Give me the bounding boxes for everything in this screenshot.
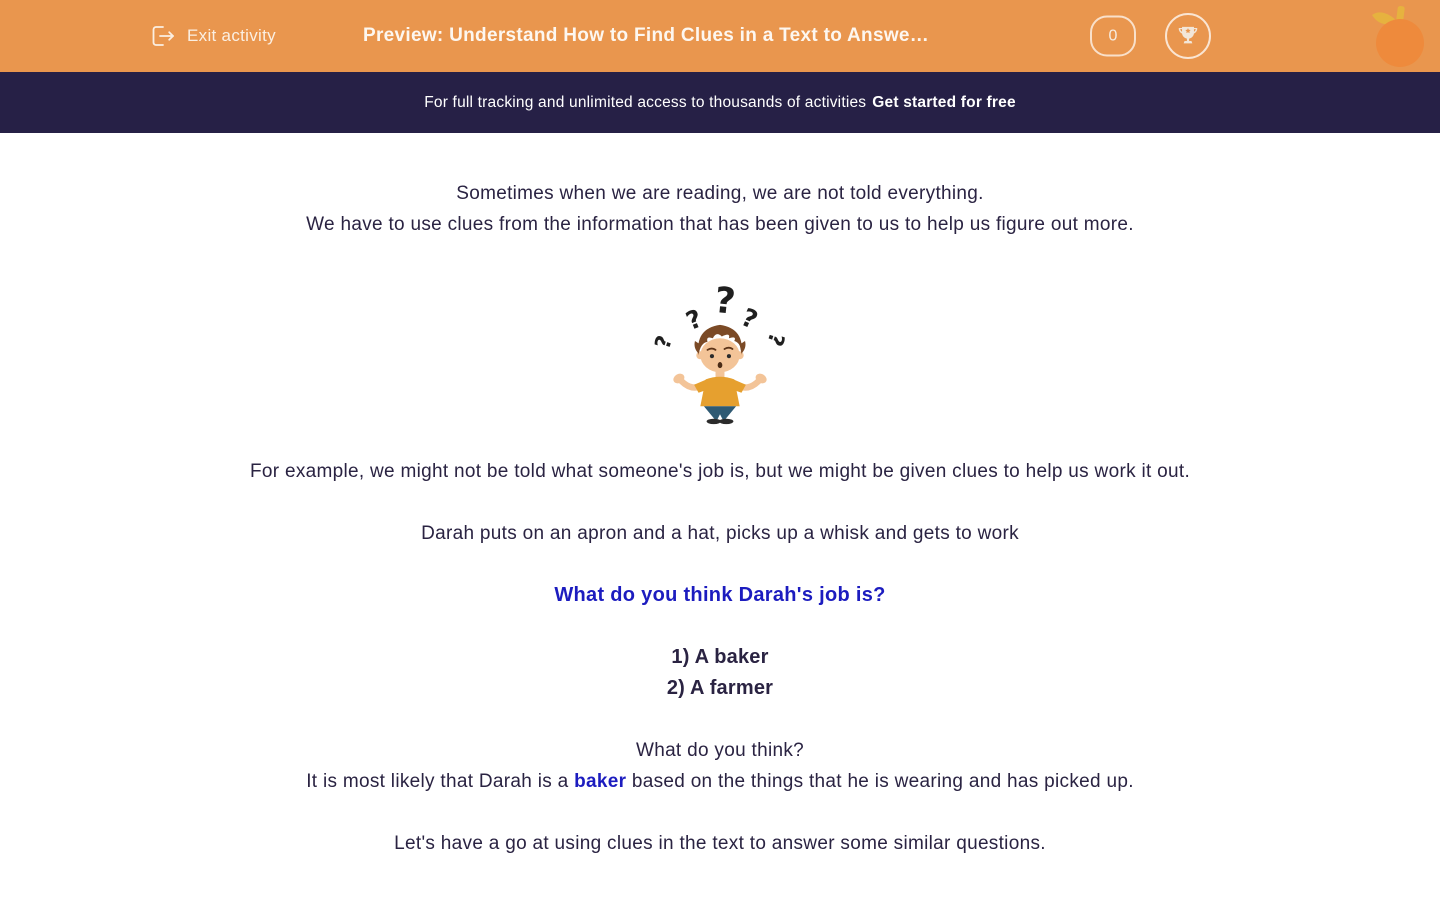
intro-text	[130, 178, 1310, 240]
exit-activity-button[interactable]	[150, 24, 276, 48]
clue-sentence: Darah puts on an apron and a hat, picks up a whisk and gets to work	[421, 523, 1019, 544]
answer-sentence	[130, 766, 1310, 797]
activity-content	[130, 133, 1310, 859]
question-text: What do you think Darah's job is?	[554, 584, 886, 606]
promo-banner	[0, 72, 1440, 133]
svg-text:?: ?	[761, 329, 790, 350]
svg-text:?: ?	[681, 303, 707, 336]
svg-text:?: ?	[650, 332, 679, 353]
score-counter[interactable]	[1090, 16, 1136, 57]
intro-line-1: Sometimes when we are reading, we are not told everything.	[456, 183, 984, 204]
exit-activity-label: Exit activity	[187, 26, 276, 45]
options-list	[130, 642, 1310, 704]
svg-text:?: ?	[712, 279, 738, 323]
answer-suffix: based on the things that he is wearing and has picked up.	[626, 771, 1134, 792]
app-header	[0, 0, 1440, 72]
confused-boy-illustration	[130, 273, 1310, 425]
answer-prefix: It is most likely that Darah is a	[306, 771, 575, 792]
page-title: Preview: Understand How to Find Clues in a Text to Answe…	[363, 25, 930, 46]
boy-figure	[672, 325, 769, 424]
promo-text: For full tracking and unlimited access to thousands of activities	[424, 93, 867, 111]
closing-text: Let's have a go at using clues in the text to answer some similar questions.	[394, 833, 1046, 854]
answer-block	[130, 735, 1310, 797]
get-started-link[interactable]: Get started for free	[872, 93, 1016, 111]
orange-fruit-logo	[1370, 4, 1428, 68]
trophy-button[interactable]	[1165, 13, 1211, 59]
answer-highlight: baker	[574, 771, 627, 792]
option-item-2: 2) A farmer	[666, 677, 774, 699]
trophy-icon	[1175, 22, 1201, 51]
exit-icon	[150, 24, 176, 48]
answer-prompt: What do you think?	[635, 740, 805, 761]
example-text: For example, we might not be told what someone's job is, but we might be given clues to help us work it out.	[249, 461, 1191, 482]
intro-line-2: We have to use clues from the information that has been given to us to help us figure out more.	[306, 214, 1134, 235]
option-item-1: 1) A baker	[671, 646, 769, 668]
score-value: 0	[1108, 27, 1118, 44]
svg-text:?: ?	[736, 302, 763, 336]
